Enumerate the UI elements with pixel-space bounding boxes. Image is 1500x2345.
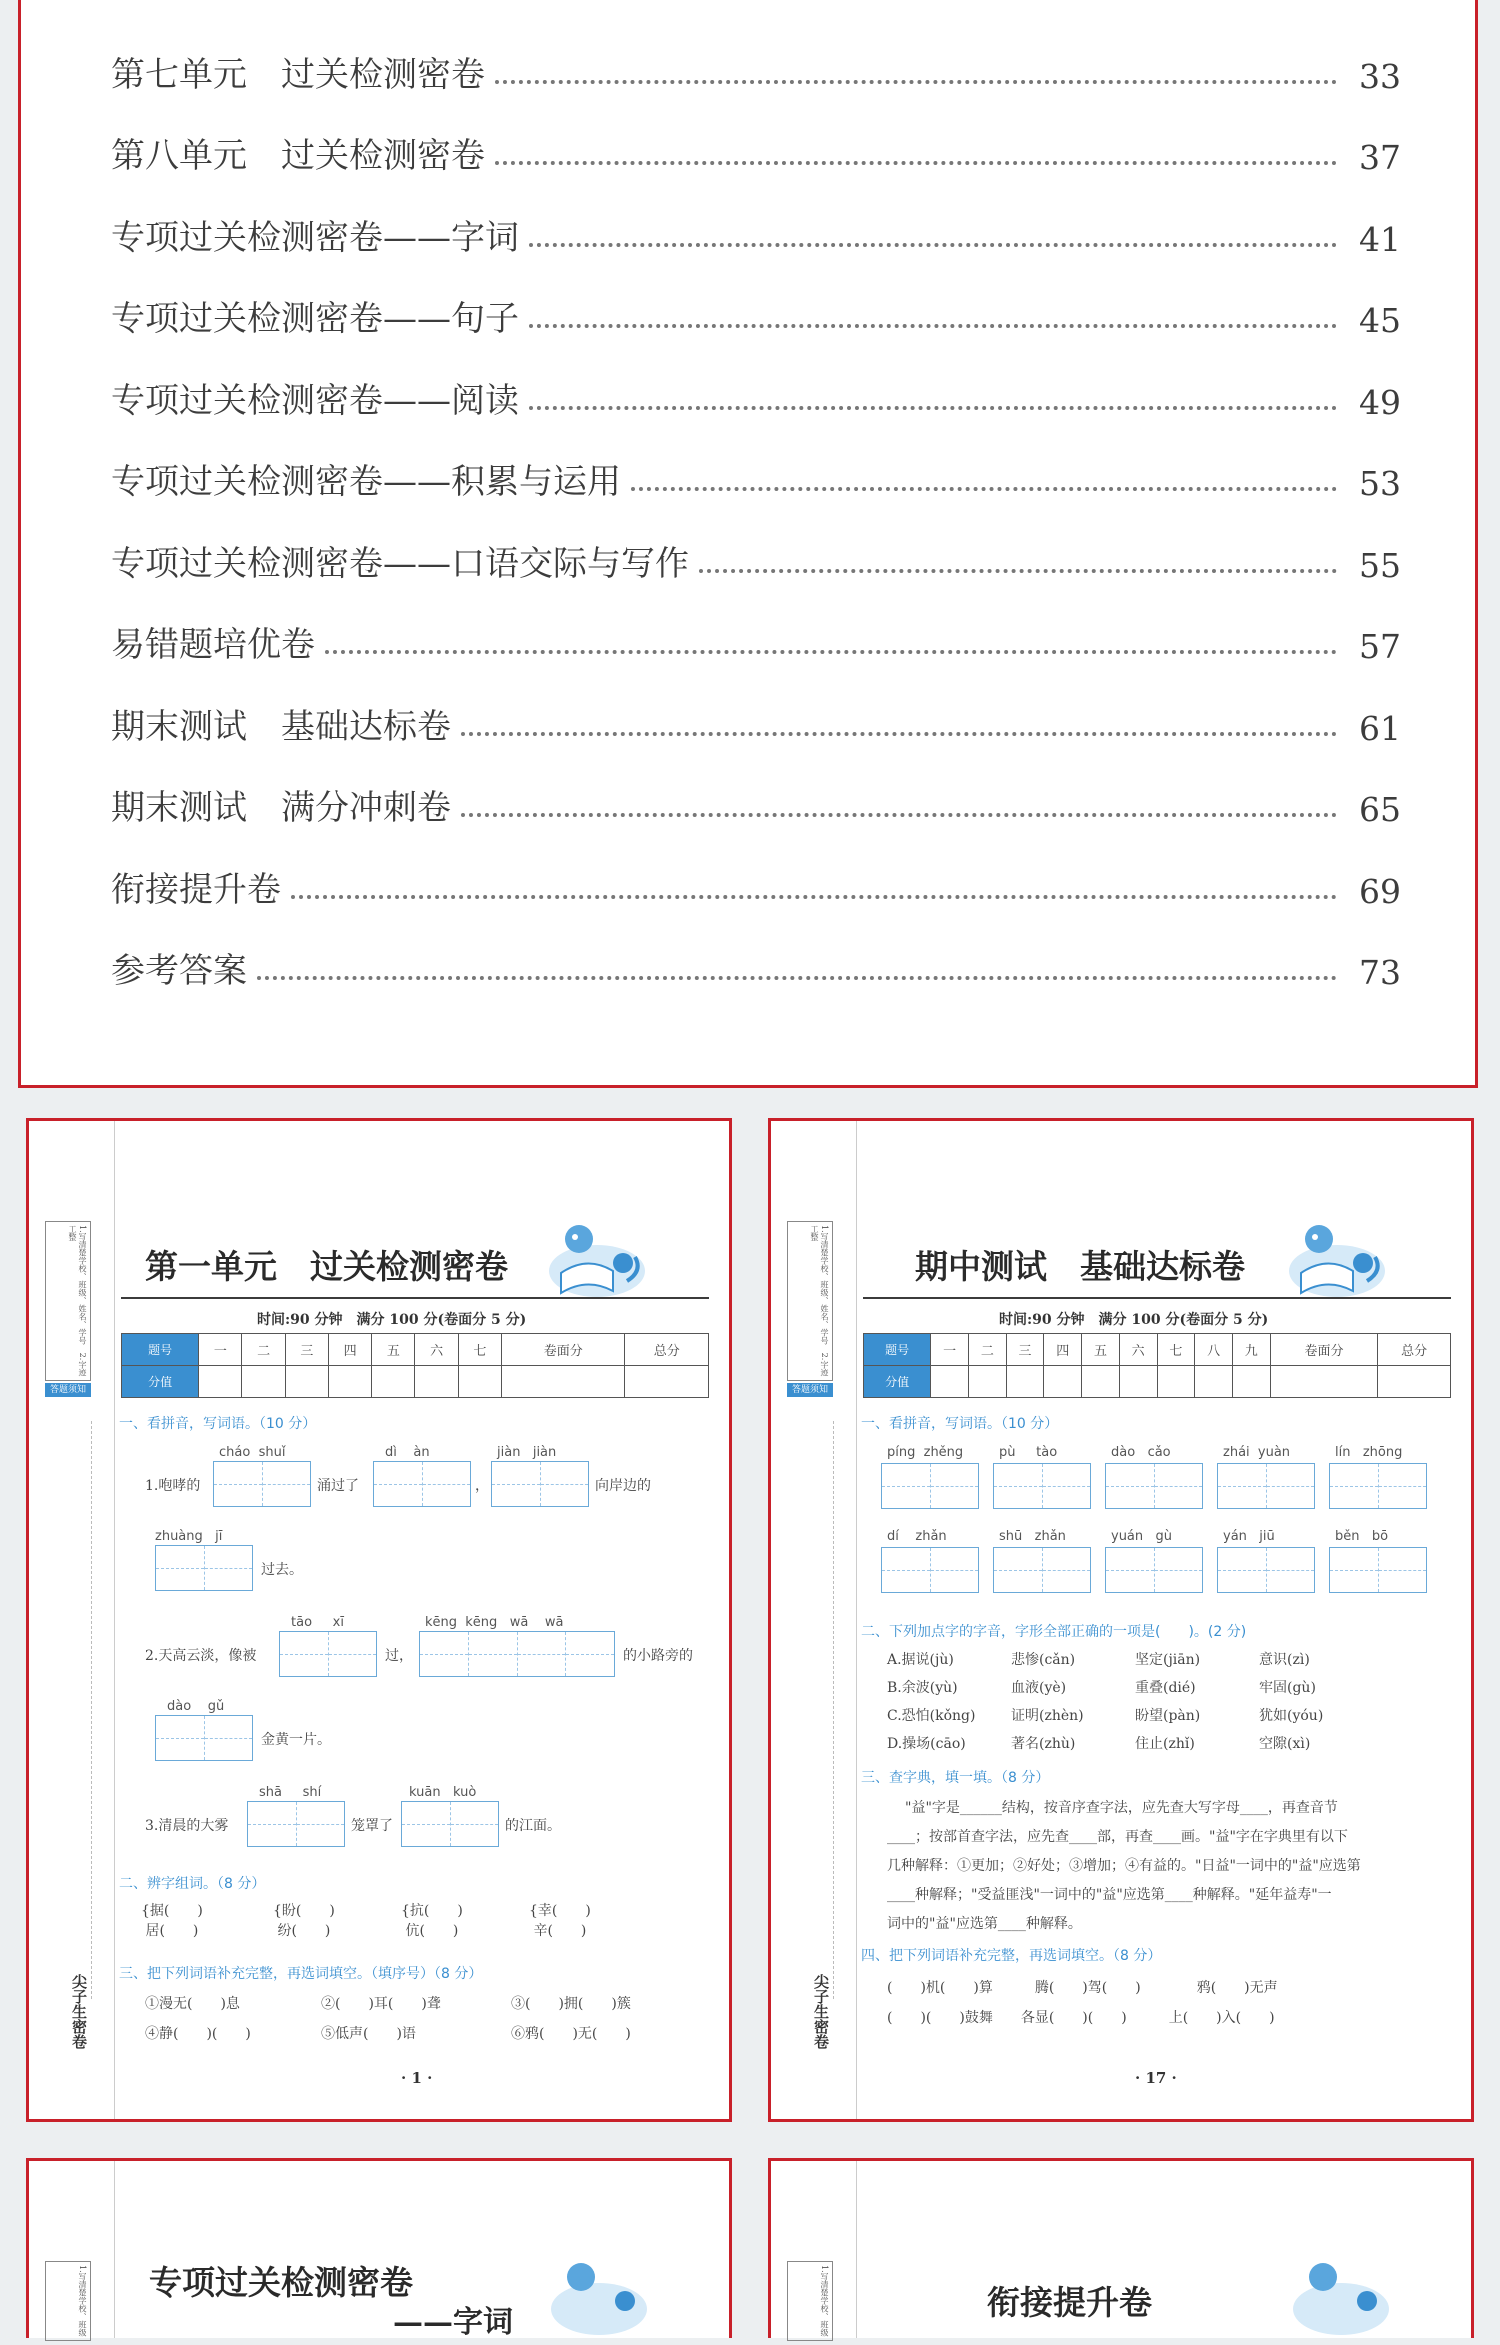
bianzi-item: {据( ) 居( ): [141, 1903, 203, 1939]
pinyin: shā shí: [259, 1785, 322, 1800]
score-header-cell: 四: [328, 1334, 371, 1366]
writing-grid[interactable]: [373, 1461, 471, 1507]
score-value-cell: [1378, 1366, 1451, 1398]
score-header-cell: 九: [1232, 1334, 1270, 1366]
choice-item: B.余波(yù): [887, 1680, 958, 1696]
toc-entry-title: 参考答案: [111, 951, 247, 991]
pinyin: dí zhǎn: [887, 1529, 947, 1544]
toc-entry[interactable]: [111, 911, 1401, 993]
notice-box: 1.写清楚学校、班级、姓名、学号 2.字迹工整: [787, 1221, 833, 1381]
pinyin: zhuàng jī: [155, 1529, 223, 1544]
score-row-label: 分值: [864, 1366, 931, 1398]
dictionary-question-line: ____种解释；"受益匪浅"一词中的"益"应选第____种解释。"延年益寿"一: [887, 1887, 1332, 1903]
pinyin: lín zhōng: [1335, 1445, 1403, 1460]
score-header-cell: 卷面分: [501, 1334, 625, 1366]
question-text: 涌过了: [317, 1478, 359, 1494]
score-value-cell: [1006, 1366, 1044, 1398]
score-header-cell: 二: [969, 1334, 1007, 1366]
question-text: 3.清晨的大雾: [145, 1818, 229, 1834]
score-value-row: [122, 1366, 709, 1398]
notice-box: 1.写清楚学校、班级、姓名、学号 2.字迹工整: [45, 1221, 91, 1381]
score-header-cell: 二: [242, 1334, 285, 1366]
writing-grid[interactable]: [155, 1545, 253, 1591]
toc-leader-dots: [495, 80, 1337, 84]
toc-entry[interactable]: [111, 748, 1401, 830]
mascot-reading-icon: [1271, 1211, 1391, 1307]
score-header-cell: 一: [931, 1334, 969, 1366]
score-header-cell: 题号: [122, 1334, 199, 1366]
score-value-cell: [1270, 1366, 1378, 1398]
score-value-cell: [1157, 1366, 1195, 1398]
toc-page-number: 49: [1359, 382, 1401, 422]
fill-item: ⑥鸦( )无( ): [511, 2026, 631, 2042]
toc-leader-dots: [291, 895, 1337, 899]
score-header-cell: 五: [372, 1334, 415, 1366]
toc-leader-dots: [529, 243, 1337, 247]
score-row-label: 分值: [122, 1366, 199, 1398]
dictionary-question-line: 词中的"益"应选第____种解释。: [887, 1916, 1082, 1932]
time-line: 时间:90 分钟 满分 100 分(卷面分 5 分): [999, 1312, 1269, 1328]
score-header-cell: 题号: [864, 1334, 931, 1366]
score-value-cell: [372, 1366, 415, 1398]
toc-leader-dots: [461, 732, 1337, 736]
score-value-cell: [1082, 1366, 1120, 1398]
toc-leader-dots: [529, 324, 1337, 328]
section-heading: 一、看拼音，写词语。（10 分）: [861, 1416, 1059, 1432]
choice-item: 牢固(gù): [1259, 1680, 1316, 1696]
writing-grid[interactable]: [279, 1631, 377, 1677]
page-sidebar: [29, 2161, 115, 2338]
score-header-cell: 七: [458, 1334, 501, 1366]
writing-grid[interactable]: [1329, 1463, 1427, 1509]
score-value-cell: [1195, 1366, 1233, 1398]
score-header-cell: 三: [1006, 1334, 1044, 1366]
score-value-cell: [1119, 1366, 1157, 1398]
toc-entry-title: 专项过关检测密卷——阅读: [111, 380, 519, 421]
toc-panel: [18, 0, 1478, 1088]
pinyin: shū zhǎn: [999, 1529, 1066, 1544]
title-rule: [863, 1297, 1451, 1299]
score-value-cell: [415, 1366, 458, 1398]
page-sidebar: [29, 1121, 115, 2119]
toc-leader-dots: [631, 487, 1337, 491]
notice-box: 1.写清楚学校、班级: [787, 2261, 833, 2341]
toc-leader-dots: [529, 406, 1337, 410]
fill-item: ③( )拥( )簇: [511, 1996, 631, 2012]
page-sidebar: [771, 2161, 857, 2338]
score-value-cell: [242, 1366, 285, 1398]
score-value-cell: [1232, 1366, 1270, 1398]
pinyin: yuán gù: [1111, 1529, 1173, 1544]
page-title: 专项过关检测密卷: [149, 2263, 413, 2302]
toc-entry[interactable]: [111, 177, 1401, 259]
title-rule: [121, 1297, 709, 1299]
score-header-cell: 八: [1195, 1334, 1233, 1366]
toc-page-number: 61: [1359, 708, 1401, 748]
section-heading: 三、查字典，填一填。（8 分）: [861, 1770, 1050, 1786]
question-text: 金黄一片。: [261, 1732, 331, 1748]
pinyin: dào gǔ: [167, 1699, 225, 1714]
pinyin: cháo shuǐ: [219, 1445, 286, 1460]
score-header-cell: 五: [1082, 1334, 1120, 1366]
toc-entry[interactable]: [111, 503, 1401, 585]
section-heading: 三、把下列词语补充完整，再选词填空。（填序号）（8 分）: [119, 1966, 483, 1982]
toc-page-number: 45: [1359, 301, 1401, 340]
fill-item: ⑤低声( )语: [321, 2026, 416, 2042]
score-table: [863, 1333, 1451, 1398]
writing-grid[interactable]: [213, 1461, 311, 1507]
score-value-row: [864, 1366, 1451, 1398]
writing-grid[interactable]: [155, 1715, 253, 1761]
pinyin: yán jiū: [1223, 1529, 1275, 1544]
pinyin: píng zhěng: [887, 1445, 964, 1460]
score-header-cell: 七: [1157, 1334, 1195, 1366]
score-value-cell: [969, 1366, 1007, 1398]
writing-grid[interactable]: [401, 1801, 499, 1847]
score-header-cell: 卷面分: [1270, 1334, 1378, 1366]
dictionary-question-line: 几种解释：①更加；②好处；③增加；④有益的。"日益"一词中的"益"应选第: [887, 1858, 1361, 1874]
choice-item: D.操场(cāo): [887, 1736, 966, 1752]
choice-item: A.据说(jù): [887, 1652, 954, 1668]
page-number: · 17 ·: [1135, 2069, 1177, 2087]
binding-line: [833, 1421, 834, 1999]
score-header-cell: 四: [1044, 1334, 1082, 1366]
pinyin: kuān kuò: [409, 1785, 477, 1800]
section-heading: 二、辨字组词。（8 分）: [119, 1876, 266, 1892]
score-table: [121, 1333, 709, 1398]
score-value-cell: [1044, 1366, 1082, 1398]
writing-grid[interactable]: [993, 1547, 1091, 1593]
score-value-cell: [328, 1366, 371, 1398]
choice-item: 犹如(yóu): [1259, 1708, 1324, 1724]
toc-entry-title: 第七单元 过关检测密卷: [111, 54, 485, 95]
mascot-reading-icon: [533, 2249, 653, 2345]
toc-leader-dots: [699, 569, 1337, 573]
writing-grid[interactable]: [247, 1801, 345, 1847]
pinyin: dì àn: [385, 1445, 430, 1460]
writing-grid[interactable]: [1329, 1547, 1427, 1593]
mascot-reading-icon: [1275, 2249, 1395, 2345]
pinyin: zhái yuàn: [1223, 1445, 1291, 1460]
writing-grid[interactable]: [1217, 1463, 1315, 1509]
choice-item: 重叠(dié): [1135, 1680, 1196, 1696]
question-text: 的江面。: [505, 1818, 561, 1834]
question-text: 过，: [385, 1648, 413, 1664]
toc-leader-dots: [495, 161, 1337, 165]
toc-entry-title: 衔接提升卷: [111, 869, 281, 910]
dictionary-question-line: "益"字是______结构，按音序查字法，应先查大写字母____，再查音节: [905, 1800, 1338, 1816]
score-value-cell: [931, 1366, 969, 1398]
toc-page-number: 65: [1359, 790, 1401, 829]
bianzi-item: {抗( ) 伉( ): [401, 1903, 463, 1939]
writing-grid[interactable]: [1105, 1463, 1203, 1509]
choice-item: 住止(zhǐ): [1135, 1736, 1195, 1752]
choice-item: 空隙(xì): [1259, 1736, 1311, 1752]
toc-list: [111, 14, 1401, 992]
writing-grid[interactable]: [1105, 1547, 1203, 1593]
brand-label: 尖子生密卷: [70, 1974, 88, 2049]
sample-page-special-words: [26, 2158, 732, 2338]
sample-page-unit-one: [26, 1118, 732, 2122]
notice-box: 1.写清楚学校、班级: [45, 2261, 91, 2341]
toc-leader-dots: [325, 650, 1337, 654]
fill-item: ①漫无( )息: [145, 1996, 240, 2012]
toc-page-number: 55: [1359, 545, 1401, 585]
score-header-cell: 三: [285, 1334, 328, 1366]
question-text: 2.天高云淡，像被: [145, 1648, 257, 1664]
brand-label: 尖子生密卷: [812, 1974, 830, 2049]
fill-item: ④静( )( ): [145, 2026, 251, 2042]
toc-entry[interactable]: [111, 422, 1401, 504]
toc-entry[interactable]: [111, 829, 1401, 911]
toc-page-number: 53: [1359, 464, 1401, 503]
page-title: 衔接提升卷: [987, 2283, 1152, 2322]
toc-entry-title: 期末测试 基础达标卷: [111, 706, 451, 747]
toc-entry[interactable]: [111, 96, 1401, 178]
toc-page-number: 37: [1359, 138, 1401, 177]
bianzi-item: {盼( ) 纷( ): [273, 1903, 335, 1939]
toc-entry-title: 易错题培优卷: [111, 625, 315, 665]
question-text: 向岸边的: [595, 1478, 651, 1494]
toc-entry[interactable]: [111, 666, 1401, 748]
toc-entry-title: 专项过关检测密卷——口语交际与写作: [111, 543, 689, 584]
notice-tag: 答题须知: [45, 1383, 91, 1397]
pinyin: tāo xī: [291, 1615, 344, 1630]
choice-item: C.恐怕(kǒng): [887, 1708, 976, 1724]
section-heading: 二、下列加点字的字音，字形全部正确的一项是( )。(2 分): [861, 1624, 1247, 1640]
score-value-cell: [458, 1366, 501, 1398]
choice-item: 坚定(jiān): [1135, 1652, 1201, 1668]
toc-leader-dots: [257, 976, 1337, 980]
score-value-cell: [199, 1366, 242, 1398]
choice-item: 悲惨(cǎn): [1011, 1652, 1076, 1668]
toc-entry-title: 期末测试 满分冲刺卷: [111, 788, 451, 828]
pinyin: dào cǎo: [1111, 1445, 1171, 1460]
score-header-row: [122, 1334, 709, 1366]
bianzi-item: {幸( ) 辛( ): [529, 1903, 591, 1939]
question-text: ，: [475, 1478, 489, 1494]
toc-page-number: 41: [1359, 219, 1401, 259]
toc-entry[interactable]: [111, 340, 1401, 422]
binding-line: [91, 1421, 92, 1999]
fill-line: ( )( )鼓舞 各显( )( ) 上( )入( ): [887, 2010, 1275, 2026]
toc-entry[interactable]: [111, 259, 1401, 341]
toc-entry-title: 专项过关检测密卷——积累与运用: [111, 462, 621, 502]
pinyin: běn bō: [1335, 1529, 1389, 1544]
choice-item: 盼望(pàn): [1135, 1708, 1201, 1724]
score-header-cell: 六: [1119, 1334, 1157, 1366]
sample-page-midterm: [768, 1118, 1474, 2122]
score-value-cell: [285, 1366, 328, 1398]
page-subtitle: ——字词: [393, 2305, 513, 2340]
score-value-cell: [501, 1366, 625, 1398]
choice-item: 著名(zhù): [1011, 1736, 1076, 1752]
writing-grid[interactable]: [993, 1463, 1091, 1509]
score-header-cell: 总分: [625, 1334, 709, 1366]
page-sidebar: [771, 1121, 857, 2119]
toc-entry[interactable]: [111, 14, 1401, 96]
question-text: 笼罩了: [351, 1818, 393, 1834]
fill-item: ②( )耳( )聋: [321, 1996, 441, 2012]
score-value-cell: [625, 1366, 709, 1398]
question-text: 的小路旁的: [623, 1648, 693, 1664]
pinyin: kēng kēng wā wā: [425, 1615, 564, 1630]
score-header-cell: 一: [199, 1334, 242, 1366]
pinyin: jiàn jiàn: [497, 1445, 557, 1460]
section-heading: 四、把下列词语补充完整，再选词填空。（8 分）: [861, 1948, 1162, 1964]
toc-entry[interactable]: [111, 585, 1401, 667]
writing-grid[interactable]: [419, 1631, 615, 1677]
choice-item: 血液(yè): [1011, 1680, 1067, 1696]
choice-item: 意识(zì): [1259, 1652, 1310, 1668]
toc-entry-title: 专项过关检测密卷——字词: [111, 217, 519, 258]
choice-item: 证明(zhèn): [1011, 1708, 1084, 1724]
writing-grid[interactable]: [881, 1547, 979, 1593]
time-line: 时间:90 分钟 满分 100 分(卷面分 5 分): [257, 1312, 527, 1328]
toc-entry-title: 第八单元 过关检测密卷: [111, 136, 485, 176]
writing-grid[interactable]: [491, 1461, 589, 1507]
fill-line: ( )机( )算 腾( )驾( ) 鸦( )无声: [887, 1980, 1278, 1996]
toc-page-number: 57: [1359, 627, 1401, 666]
page-number: · 1 ·: [401, 2069, 433, 2087]
section-heading: 一、看拼音，写词语。（10 分）: [119, 1416, 317, 1432]
dictionary-question-line: ____；按部首查字法，应先查____部，再查____画。"益"字在字典里有以下: [887, 1829, 1348, 1845]
question-text: 1.咆哮的: [145, 1478, 201, 1494]
page-title: 期中测试 基础达标卷: [915, 1247, 1245, 1286]
score-header-cell: 六: [415, 1334, 458, 1366]
score-header-row: [864, 1334, 1451, 1366]
page-title: 第一单元 过关检测密卷: [145, 1247, 508, 1286]
toc-page-number: 69: [1359, 871, 1401, 911]
score-header-cell: 总分: [1378, 1334, 1451, 1366]
question-text: 过去。: [261, 1562, 303, 1578]
writing-grid[interactable]: [881, 1463, 979, 1509]
sample-page-bridge: [768, 2158, 1474, 2338]
toc-entry-title: 专项过关检测密卷——句子: [111, 299, 519, 339]
notice-tag: 答题须知: [787, 1383, 833, 1397]
toc-page-number: 73: [1359, 953, 1401, 992]
toc-page-number: 33: [1359, 56, 1401, 96]
pinyin: pù tào: [999, 1445, 1058, 1460]
mascot-reading-icon: [531, 1211, 651, 1307]
toc-leader-dots: [461, 813, 1337, 817]
writing-grid[interactable]: [1217, 1547, 1315, 1593]
